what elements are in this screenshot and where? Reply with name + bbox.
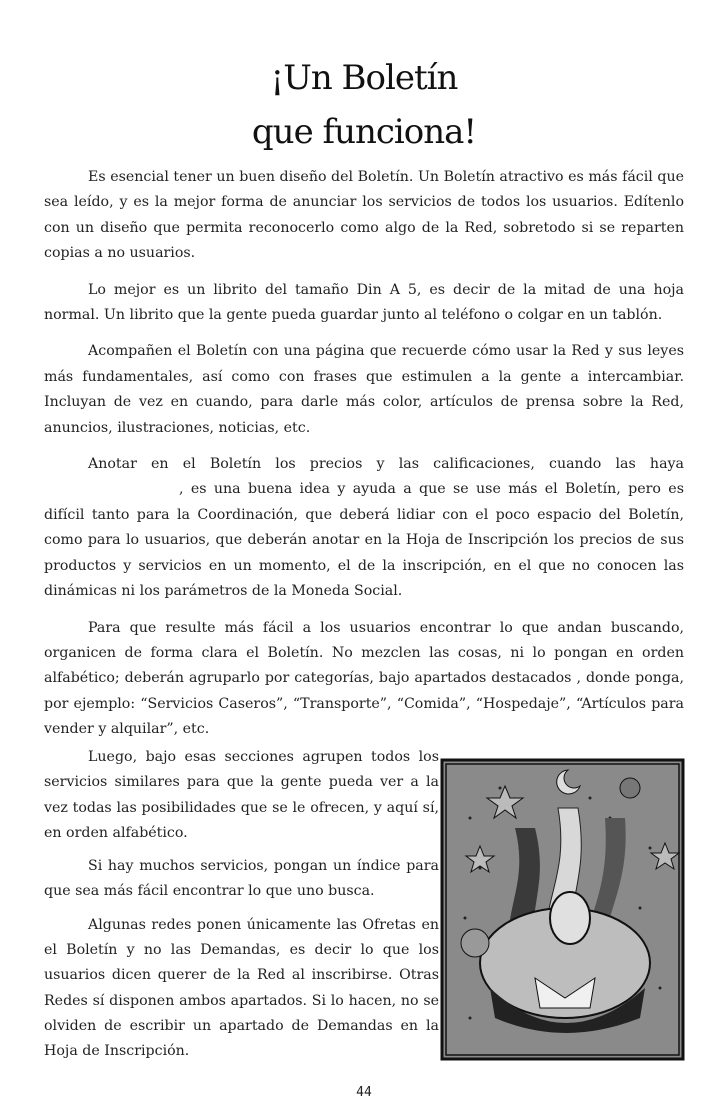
narrow-text-column <box>44 745 439 1073</box>
paragraph-4-after: , es una buena idea y ayuda a que se use más el Boletín, pero es difícil tanto para la Coordinación, que deberá lidiar con el poco espacio del Boletín, como para lo usuarios, que deberán anotar en la Hoja de Inscripción los precios de sus productos y servicios en un momento, el de la inscripción, en el que no conocen las dinámicas ni los parámetros de la Moneda Social. <box>44 481 684 600</box>
paragraph-2: Lo mejor es un librito del tamaño Din A 5, es decir de la mitad de una hoja normal. Un librito que la gente pueda guardar junto al teléfono o colgar en un tablón. <box>44 281 684 324</box>
paragraph-4-before: Anotar en el Boletín los precios y las calificaciones, cuando las haya <box>88 456 684 473</box>
body-text <box>44 165 684 754</box>
paragraph-8: Algunas redes ponen únicamente las Ofretas en el Boletín y no las Demandas, es decir lo que los usuarios dicen querer de la Red al inscribirse. Otras Redes sí disponen ambos apartados. Si lo hacen, no se olviden de escribir un apartado de Demandas en la Hoja de Inscripción. <box>44 916 439 1060</box>
page-number: 44 <box>356 1085 372 1100</box>
paragraph-5: Para que resulte más fácil a los usuarios encontrar lo que andan buscando, organicen de forma clara el Boletín. No mezclen las cosas, ni lo pongan en orden alfabético; deberán agruparlo por categorías, bajo apartados destacados , donde ponga, por ejemplo: “Servicios Caseros”, “Transporte”, “Comida”, “Hospedaje”, “Artículos para vender y alquilar”, etc. <box>44 619 684 738</box>
paragraph-7: Si hay muchos servicios, pongan un índice para que sea más fácil encontrar lo que uno busca. <box>44 858 439 900</box>
paragraph-1: Es esencial tener un buen diseño del Boletín. Un Boletín atractivo es más fácil que sea leído, y es la mejor forma de anunciar los servicios de todos los usuarios. Edítenlo con un diseño que permita reconocerlo como algo de la Red, sobretodo si se reparten copias a no usuarios. <box>44 169 684 262</box>
paragraph-6: Luego, bajo esas secciones agrupen todos los servicios similares para que la gente pueda ver a la vez todas las posibilidades que se le ofrecen, y aquí sí, en orden alfabético. <box>44 749 439 841</box>
paragraph-4 <box>44 452 684 604</box>
paragraph-3: Acompañen el Boletín con una página que recuerde cómo usar la Red y sus leyes más fundamentales, así como con frases que estimulen a la gente a intercambiar. Incluyan de vez en cuando, para darle más color, artículos de prensa sobre la Red, anuncios, ilustraciones, noticias, etc. <box>44 343 684 436</box>
meditating-figure-illustration <box>440 758 685 1061</box>
title-line-2: que funciona! <box>251 112 477 152</box>
title-line-1: ¡Un Boletín <box>270 58 458 98</box>
